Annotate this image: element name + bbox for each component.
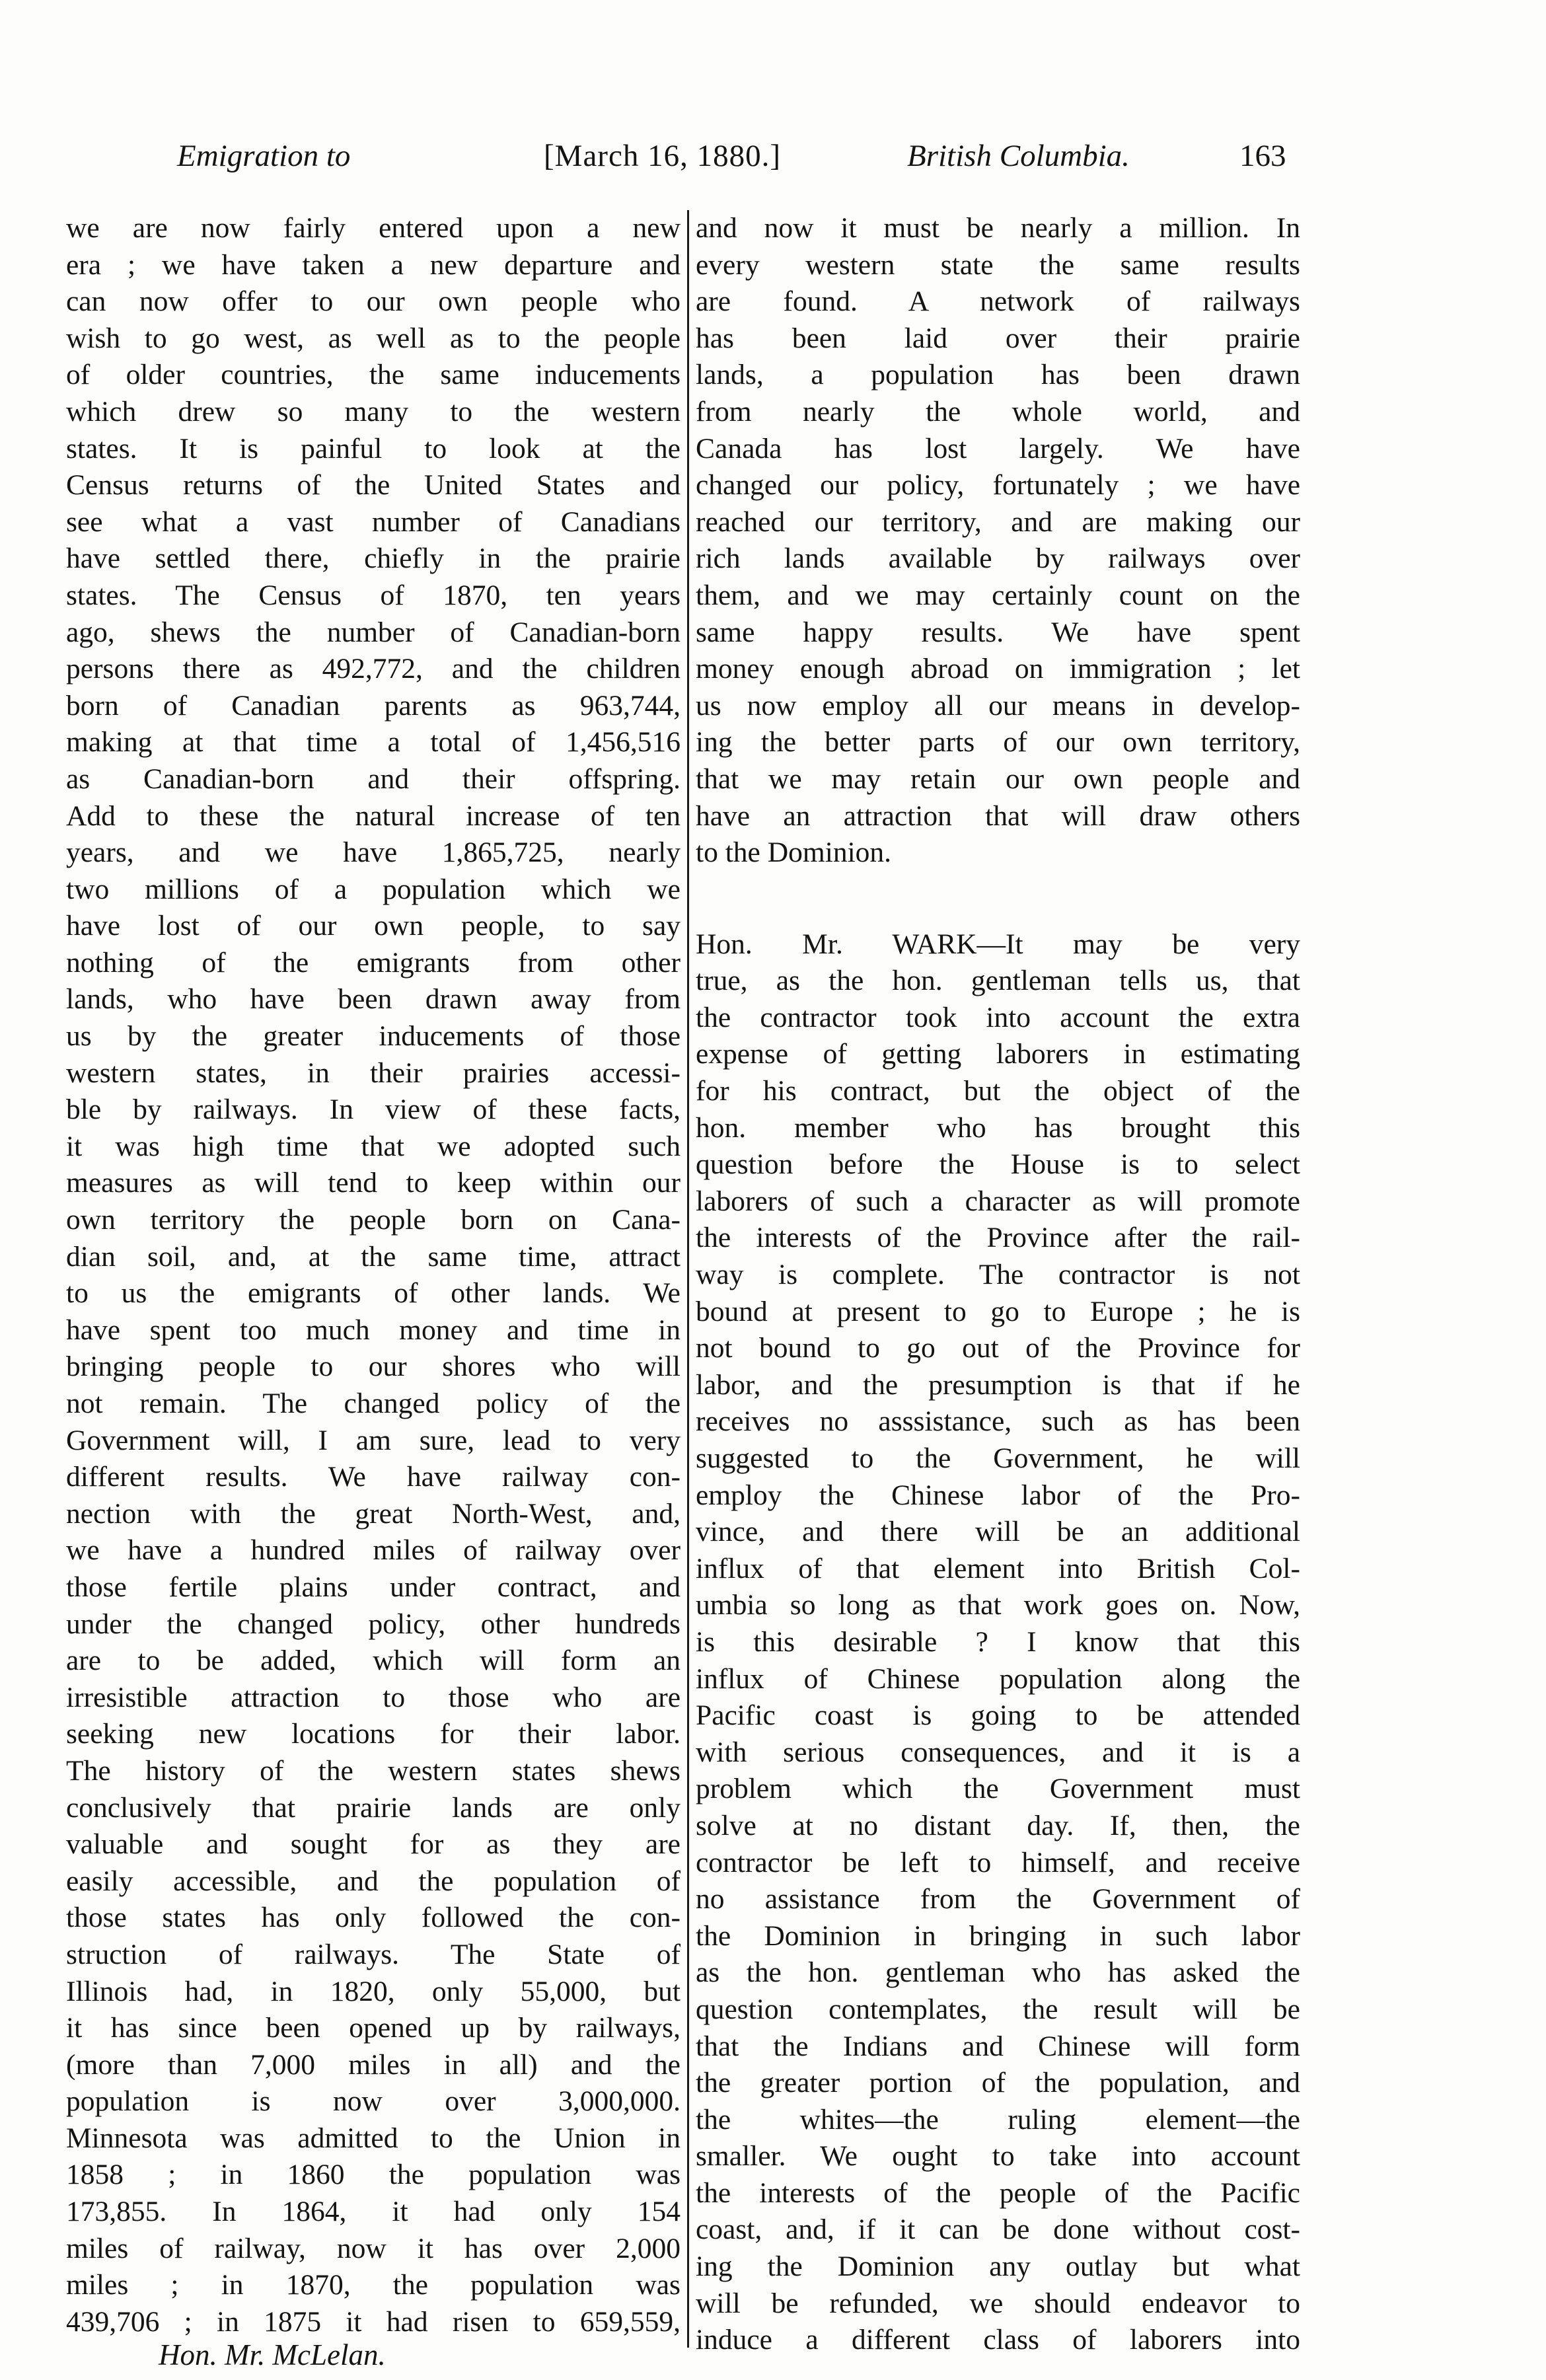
text-line: are to be added, which will form an	[66, 1645, 681, 1677]
text-line: the whites—the ruling element—the	[696, 2103, 1300, 2136]
text-line: Census returns of the United States and	[66, 469, 681, 502]
text-line: own territory the people born on Cana-	[66, 1204, 681, 1236]
text-line: expense of getting laborers in estimating	[696, 1038, 1300, 1070]
text-line: receives no asssistance, such as has been	[696, 1405, 1300, 1438]
text-line: rich lands available by railways over	[696, 542, 1300, 575]
text-line: which drew so many to the western	[66, 395, 681, 428]
text-line: it was high time that we adopted such	[66, 1130, 681, 1162]
text-line: not remain. The changed policy of the	[66, 1388, 681, 1419]
text-line: problem which the Government must	[696, 1773, 1300, 1805]
paragraph-gap	[696, 872, 1300, 926]
text-line: umbia so long as that work goes on. Now,	[696, 1589, 1300, 1621]
text-line: measures as will tend to keep within our	[66, 1167, 681, 1199]
text-line: coast, and, if it can be done without cost-	[696, 2213, 1300, 2246]
text-line: born of Canadian parents as 963,744,	[66, 689, 681, 722]
text-line: ing the Dominion any outlay but what	[696, 2250, 1300, 2283]
text-line: that we may retain our own people and	[696, 762, 1300, 795]
text-line: see what a vast number of Canadians	[66, 505, 681, 538]
text-line: them, and we may certainly count on the	[696, 579, 1300, 611]
text-line: different results. We have railway con-	[66, 1461, 681, 1493]
text-line: (more than 7,000 miles in all) and the	[66, 2048, 681, 2081]
text-line: not bound to go out of the Province for	[696, 1332, 1300, 1364]
text-line: miles ; in 1870, the population was	[66, 2269, 681, 2301]
text-line: are found. A network of railways	[696, 285, 1300, 318]
text-line: the greater portion of the population, and	[696, 2067, 1300, 2099]
text-line: Government will, I am sure, lead to very	[66, 1424, 681, 1456]
text-line: era ; we have taken a new departure and	[66, 248, 681, 281]
text-line: Minnesota was admitted to the Union in	[66, 2122, 681, 2154]
text-line: contractor be left to himself, and receive	[696, 1846, 1300, 1878]
text-line: Hon. Mr. WARK—It may be very	[696, 928, 1300, 960]
text-line: lands, who have been drawn away from	[66, 983, 681, 1016]
text-line: as the hon. gentleman who has asked the	[696, 1956, 1300, 1989]
right-column	[696, 210, 1300, 2359]
text-line: lands, a population has been drawn	[696, 359, 1300, 391]
text-line: Canada has lost largely. We have	[696, 432, 1300, 465]
text-line: Illinois had, in 1820, only 55,000, but	[66, 1975, 681, 2007]
text-line: bringing people to our shores who will	[66, 1351, 681, 1383]
text-line: have lost of our own people, to say	[66, 910, 681, 942]
text-line: those fertile plains under contract, and	[66, 1571, 681, 1603]
text-line: have spent too much money and time in	[66, 1314, 681, 1346]
left-column	[66, 210, 681, 2340]
header-subject: British Columbia.	[907, 139, 1130, 173]
text-line: employ the Chinese labor of the Pro-	[696, 1479, 1300, 1511]
text-line: have settled there, chiefly in the prairie	[66, 542, 681, 575]
text-line: influx of that element into British Col-	[696, 1552, 1300, 1584]
text-line: bound at present to go to Europe ; he is	[696, 1295, 1300, 1327]
text-line: labor, and the presumption is that if he	[696, 1368, 1300, 1401]
text-line: vince, and there will be an additional	[696, 1516, 1300, 1548]
text-line: from nearly the whole world, and	[696, 395, 1300, 428]
text-line: will be refunded, we should endeavor to	[696, 2287, 1300, 2319]
text-line: ago, shews the number of Canadian-born	[66, 616, 681, 648]
text-line: ble by railways. In view of these facts,	[66, 1094, 681, 1126]
text-line: 1858 ; in 1860 the population was	[66, 2159, 681, 2191]
text-line: changed our policy, fortunately ; we have	[696, 469, 1300, 502]
text-line: ing the better parts of our own territory,	[696, 726, 1300, 759]
text-line: to the Dominion.	[696, 837, 892, 869]
text-line: of older countries, the same inducements	[66, 359, 681, 391]
text-line: the contractor took into account the extra	[696, 1001, 1300, 1033]
paragraph-continuation	[696, 210, 1300, 872]
text-line: laborers of such a character as will promote	[696, 1185, 1300, 1217]
text-line: under the changed policy, other hundreds	[66, 1608, 681, 1640]
text-line: persons there as 492,772, and the children	[66, 653, 681, 685]
text-line: with serious consequences, and it is a	[696, 1736, 1300, 1768]
text-line: hon. member who has brought this	[696, 1111, 1300, 1144]
text-line: valuable and sought for as they are	[66, 1828, 681, 1861]
text-line: same happy results. We have spent	[696, 616, 1300, 648]
text-line: is this desirable ? I know that this	[696, 1625, 1300, 1658]
text-line: no assistance from the Government of	[696, 1883, 1300, 1915]
text-line: it has since been opened up by railways,	[66, 2012, 681, 2044]
text-line: those states has only followed the con-	[66, 1902, 681, 1934]
text-line: smaller. We ought to take into account	[696, 2140, 1300, 2173]
text-line: dian soil, and, at the same time, attract	[66, 1240, 681, 1273]
text-line: nection with the great North-West, and,	[66, 1497, 681, 1530]
text-line: conclusively that prairie lands are only	[66, 1791, 681, 1824]
text-line: western states, in their prairies accessi-	[66, 1057, 681, 1089]
text-line: every western state the same results	[696, 248, 1300, 281]
text-line: has been laid over their prairie	[696, 322, 1300, 354]
text-line: irresistible attraction to those who are	[66, 1681, 681, 1713]
text-line: money enough abroad on immigration ; let	[696, 653, 1300, 685]
page-number: 163	[1239, 139, 1286, 173]
running-header	[177, 130, 1300, 182]
text-line: have an attraction that will draw others	[696, 800, 1300, 832]
text-line: can now offer to our own people who	[66, 285, 681, 318]
text-line: question contemplates, the result will be	[696, 1993, 1300, 2025]
text-line: way is complete. The contractor is not	[696, 1259, 1300, 1291]
text-line: 173,855. In 1864, it had only 154	[66, 2196, 681, 2228]
text-line: states. It is painful to look at the	[66, 432, 681, 465]
text-line: as Canadian-born and their offspring.	[66, 762, 681, 795]
text-line: the interests of the people of the Pacific	[696, 2176, 1300, 2209]
text-line: Add to these the natural increase of ten	[66, 800, 681, 832]
text-line: we have a hundred miles of railway over	[66, 1534, 681, 1567]
text-line: reached our territory, and are making our	[696, 505, 1300, 538]
text-line: seeking new locations for their labor.	[66, 1718, 681, 1750]
text-line: the Dominion in bringing in such labor	[696, 1919, 1300, 1952]
text-line: miles of railway, now it has over 2,000	[66, 2232, 681, 2264]
text-line: suggested to the Government, he will	[696, 1442, 1300, 1474]
text-line: struction of railways. The State of	[66, 1938, 681, 1970]
text-line: easily accessible, and the population of	[66, 1865, 681, 1897]
text-line: us by the greater inducements of those	[66, 1020, 681, 1053]
header-date: [March 16, 1880.]	[544, 139, 781, 173]
text-line: for his contract, but the object of the	[696, 1075, 1300, 1107]
text-line: Pacific coast is going to be attended	[696, 1699, 1300, 1732]
text-line: years, and we have 1,865,725, nearly	[66, 837, 681, 869]
text-line: the interests of the Province after the rail-	[696, 1222, 1300, 1254]
text-line: influx of Chinese population along the	[696, 1662, 1300, 1695]
text-line: states. The Census of 1870, ten years	[66, 579, 681, 611]
text-line: question before the House is to select	[696, 1148, 1300, 1181]
text-line: solve at no distant day. If, then, the	[696, 1809, 1300, 1841]
text-line: making at that time a total of 1,456,516	[66, 726, 681, 759]
text-line: us now employ all our means in develop-	[696, 689, 1300, 722]
text-line: we are now fairly entered upon a new	[66, 212, 681, 244]
text-line: population is now over 3,000,000.	[66, 2085, 681, 2118]
text-line: induce a different class of laborers into	[696, 2324, 1300, 2356]
text-line: true, as the hon. gentleman tells us, that	[696, 965, 1300, 997]
text-line: two millions of a population which we	[66, 873, 681, 905]
footer-speaker: Hon. Mr. McLelan.	[159, 2338, 386, 2371]
text-line: wish to go west, as well as to the people	[66, 322, 681, 354]
text-line: and now it must be nearly a million. In	[696, 212, 1300, 244]
text-line: The history of the western states shews	[66, 1754, 681, 1787]
text-line: nothing of the emigrants from other	[66, 946, 681, 979]
column-divider	[687, 210, 689, 2348]
paragraph-wark-speech	[696, 926, 1300, 2359]
header-topic: Emigration to	[177, 139, 351, 173]
text-line: 439,706 ; in 1875 it had risen to 659,559,	[66, 2305, 681, 2338]
text-line: to us the emigrants of other lands. We	[66, 1277, 681, 1310]
text-line: that the Indians and Chinese will form	[696, 2030, 1300, 2062]
